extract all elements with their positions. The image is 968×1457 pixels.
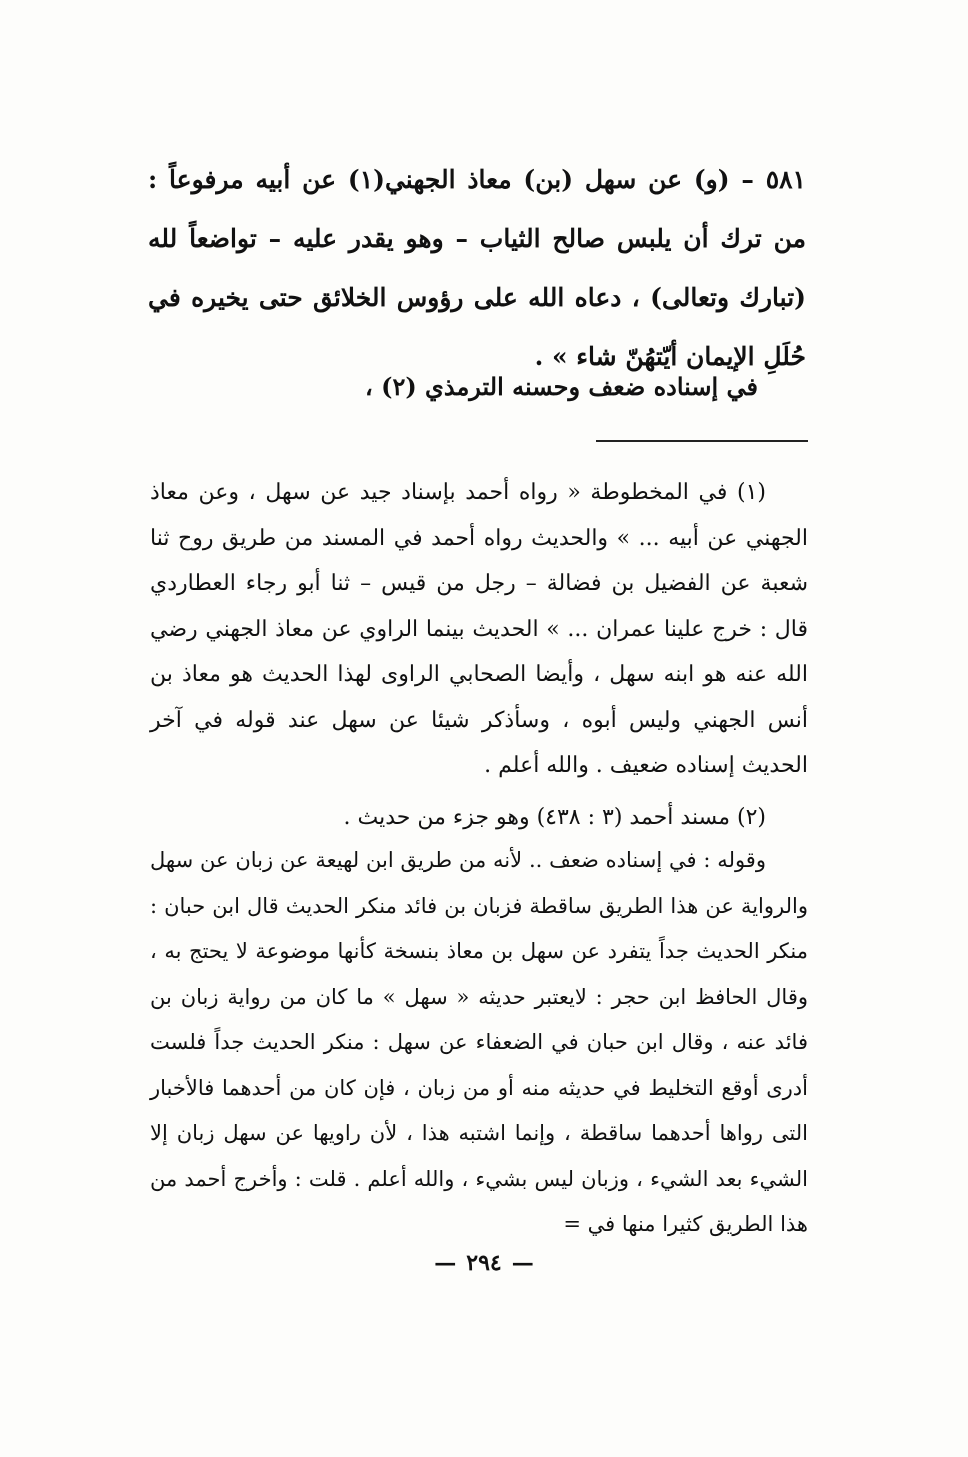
- page-number-dash-right: —: [434, 1250, 457, 1276]
- page-number: [0, 1250, 968, 1276]
- hadith-paragraph: ٥٨١ – (و) عن سهل (بن) معاذ الجهني(١) عن أبيه مرفوعاً : من ترك أن يلبس صالح الثياب – وهو يقدر عليه – تواضعاً لله (تبارك وتعالى) ، دعاه الله على رؤوس الخلائق حتى يخيره في حُلَلِ الإيمان أيّتهُنّ شاء » .: [148, 165, 806, 371]
- page-number-dash-left: —: [511, 1250, 534, 1276]
- hadith-text: [148, 150, 806, 386]
- footnote-2: (٢) مسند أحمد (٣ : ٤٣٨) وهو جزء من حديث .: [343, 804, 766, 830]
- hadith-grade: في إسناده ضعف وحسنه الترمذي (٢) ،: [364, 372, 758, 401]
- footnote-1: (١) في المخطوطة « رواه أحمد بإسناد جيد عن سهل ، وعن معاذ الجهني عن أبيه ... » والحديث رواه أحمد في المسند من طريق روح ثنا شعبة عن الفضيل بن فضالة – رجل من قيس – ثنا أبو رجاء العطاردي قال : خرج علينا عمران ... » الحديث بينما الراوي عن معاذ الجهني رضي الله عنه هو ابنه سهل ، وأيضا الصحابي الراوى لهذا الحديث هو معاذ بن أنس الجهني وليس أبوه ، وسأذكر شيئا عن سهل عند قوله في آخر الحديث إسناده ضعيف . والله أعلم .: [150, 480, 808, 778]
- commentary-paragraph: وقوله : في إسناده ضعف .. لأنه من طريق ابن لهيعة عن زبان عن سهل والرواية عن هذا الطريق ساقطة فزبان بن فائد منكر الحديث قال ابن حبان : منكر الحديث جداً يتفرد عن سهل بن معاذ بنسخة كأنها موضوعة لا يحتج به ، وقال الحافظ ابن حجر : لايعتبر حديثه « سهل » ما كان من رواية زبان بن فائد عنه ، وقال ابن حبان في الضعفاء عن سهل : منكر الحديث جداً فلست أدرى أوقع التخليط في حديثه منه أو من زبان ، فإن كان من أحدهما فالأخبار التى رواها أحدهما ساقطة ، وإنما اشتبه هذا ، لأن راويها عن سهل زبان إلا الشيء بعد الشيء ، وزبان ليس بشيء ، والله أعلم . قلت : وأخرج أحمد من هذا الطريق كثيرا منها في =: [150, 848, 808, 1236]
- footnotes: [150, 470, 808, 840]
- page-number-value: ٢٩٤: [466, 1250, 502, 1276]
- commentary: [150, 838, 808, 1248]
- footnote-divider: [596, 440, 808, 442]
